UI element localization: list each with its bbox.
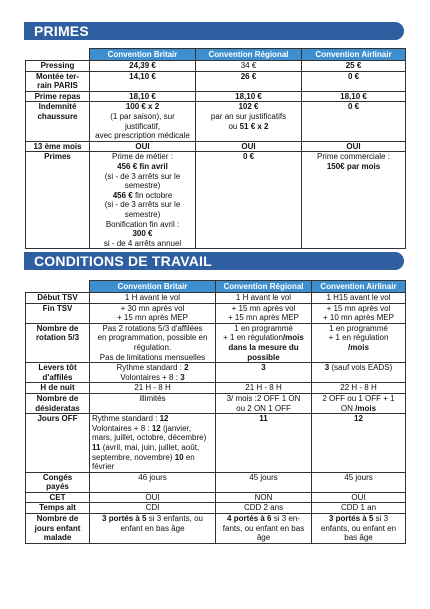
- table-cell: [312, 293, 406, 304]
- table-cell: [196, 71, 302, 91]
- cell-line: 1 H avant le vol: [235, 293, 292, 302]
- table-cell: [90, 503, 216, 514]
- row-label: [26, 323, 90, 362]
- cell-segment: 12: [151, 423, 161, 433]
- table-cell: [90, 492, 216, 503]
- cell-line: [92, 414, 169, 423]
- cell-line: [223, 333, 304, 342]
- table-cell: [90, 61, 196, 72]
- table-row: [26, 383, 406, 394]
- cell-line: CDI: [145, 503, 160, 513]
- row-label-line: rotation 5/3: [35, 333, 80, 343]
- column-header-britair: Convention Britair: [90, 281, 216, 293]
- cell-line: dans la mesure du: [228, 342, 299, 352]
- row-label: [26, 414, 90, 473]
- cell-segment: Volontaires + 8 :: [92, 423, 152, 433]
- column-header-regional: Convention Régional: [196, 49, 302, 61]
- table-cell: [196, 152, 302, 249]
- cell-line: 24,39 €: [129, 61, 156, 70]
- cell-line: 2 OFF ou 1 OFF + 1: [322, 393, 395, 403]
- table-cell: [216, 503, 312, 514]
- table-cell: [90, 141, 196, 152]
- cell-line: 18,10 €: [340, 91, 367, 101]
- cell-line: OUI: [135, 141, 150, 151]
- row-label-line: Indemnité: [38, 102, 77, 112]
- table-row: [26, 61, 406, 72]
- table-row: [26, 141, 406, 152]
- cell-segment: 2: [184, 363, 189, 373]
- cell-segment: (avril, mai, juin, juillet, août,: [100, 442, 200, 452]
- conditions-table-body: [26, 293, 406, 544]
- cell-segment: 51 € x 2: [239, 121, 269, 131]
- cell-line: 45 jours: [344, 472, 373, 482]
- cell-line: 1 en programmé: [329, 323, 388, 333]
- cell-segment: 12: [159, 414, 169, 424]
- cell-segment: 3: [324, 363, 330, 373]
- cell-line: [228, 122, 268, 131]
- table-row: [26, 363, 406, 383]
- cell-line: [120, 373, 184, 382]
- cell-line: + 15 mn après MEP: [117, 313, 188, 323]
- row-label-line: 13 ème mois: [33, 141, 82, 151]
- row-label-line: Temps alt: [39, 503, 76, 513]
- row-label: [26, 503, 90, 514]
- table-row: [26, 503, 406, 514]
- cell-segment: 4 portés à 6: [227, 514, 272, 524]
- table-cell: [216, 514, 312, 544]
- cell-line: (si - de 3 arrêts sur le semestre): [104, 171, 181, 191]
- table-cell: [312, 472, 406, 492]
- row-label-line: rain PARIS: [37, 81, 78, 91]
- row-label-line: Montée ter-: [35, 71, 80, 81]
- table-cell: [312, 393, 406, 413]
- row-label-line: payés: [46, 482, 69, 492]
- table-cell: [302, 71, 406, 91]
- cell-segment: 3 portés à 5: [102, 514, 147, 524]
- cell-line: 3/ mois :2 OFF 1 ON: [226, 393, 301, 403]
- cell-line: (si - de 3 arrêts sur le semestre): [104, 200, 181, 219]
- cell-line: [102, 514, 203, 523]
- cell-line: [113, 191, 173, 200]
- cell-line: [329, 514, 388, 523]
- cell-line: en programmation, possible en: [97, 333, 208, 343]
- table-row: [26, 323, 406, 362]
- cell-segment: /mois: [282, 333, 304, 343]
- cell-line: Prime de métier :: [112, 152, 173, 162]
- primes-table: [25, 48, 406, 249]
- table-row: [26, 293, 406, 304]
- cell-line: 1 en programmé: [234, 323, 293, 333]
- cell-line: 14,10 €: [129, 71, 156, 81]
- cell-line: [116, 363, 188, 372]
- table-cell: [312, 414, 406, 473]
- cell-line: 21 H - 8 H: [245, 383, 282, 393]
- cell-segment: 3 portés à 5: [328, 514, 374, 524]
- table-cell: [216, 492, 312, 503]
- cell-line: + 10 mn après MEP: [323, 313, 394, 323]
- table-cell: [196, 141, 302, 152]
- cell-segment: fin octobre: [132, 190, 173, 200]
- cell-line: NON: [254, 492, 273, 502]
- table-cell: [90, 293, 216, 304]
- row-label-line: malade: [43, 533, 72, 543]
- cell-line: bas âge: [344, 533, 373, 543]
- row-label-line: Prime repas: [34, 91, 81, 101]
- cell-segment: ou: [228, 121, 240, 131]
- cell-line: 25 €: [345, 61, 362, 70]
- table-cell: [90, 152, 196, 249]
- cell-segment: Rythme standard :: [92, 414, 160, 424]
- table-row: [26, 303, 406, 323]
- table-cell: [90, 472, 216, 492]
- row-label: [26, 393, 90, 413]
- table-cell: [302, 141, 406, 152]
- table-row: [26, 472, 406, 492]
- table-cell: [90, 383, 216, 394]
- cell-line: 1 H avant le vol: [124, 293, 181, 302]
- table-row: [26, 514, 406, 544]
- cell-line: 12: [354, 414, 363, 424]
- cell-line: [92, 424, 191, 433]
- cell-line: si - de 4 arrêts annuel: [103, 238, 182, 248]
- table-cell: [90, 91, 196, 102]
- table-cell: [216, 414, 312, 473]
- row-label-line: Fin TSV: [42, 303, 73, 313]
- table-cell: [312, 363, 406, 383]
- primes-section-banner: [24, 22, 404, 40]
- row-label-line: H de nuit: [40, 383, 75, 393]
- cell-line: OUI: [351, 492, 366, 502]
- row-label: [26, 61, 90, 72]
- cell-line: enfant en bas âge: [120, 523, 185, 533]
- row-label-line: Pressing: [40, 61, 75, 70]
- table-cell: [90, 514, 216, 544]
- row-label: [26, 303, 90, 323]
- table-cell: [90, 414, 216, 473]
- cell-line: Prime commerciale :: [317, 152, 390, 162]
- cell-line: 1 H15 avant le vol: [326, 293, 391, 302]
- cell-line: 21 H - 8 H: [134, 383, 171, 393]
- primes-header-row: [26, 49, 406, 61]
- cell-segment: septembre, novembre): [92, 452, 175, 462]
- column-header-britair: Convention Britair: [90, 49, 196, 61]
- table-cell: [312, 492, 406, 503]
- column-header-regional: Convention Régional: [216, 281, 312, 293]
- cell-line: [92, 453, 195, 462]
- cell-line: 3: [261, 363, 266, 373]
- cell-line: [227, 514, 300, 523]
- cell-line: 150€ par mois: [326, 161, 381, 171]
- cell-segment: ON: [340, 403, 356, 413]
- table-cell: [196, 91, 302, 102]
- cell-segment: 456 €: [112, 190, 133, 200]
- conditions-header-row: [26, 281, 406, 293]
- cell-line: OUI: [145, 492, 160, 502]
- row-label-line: Levers tôt: [38, 363, 77, 373]
- cell-segment: 11: [92, 442, 101, 452]
- row-label: [26, 514, 90, 544]
- cell-line: [92, 443, 199, 452]
- table-row: [26, 102, 406, 141]
- cell-line: par an sur justificatifs: [210, 111, 287, 121]
- cell-segment: Rythme standard :: [116, 363, 185, 373]
- table-cell: [216, 383, 312, 394]
- row-label-line: Primes: [44, 152, 71, 162]
- cell-line: + 1 en régulation: [328, 333, 389, 343]
- table-cell: [312, 514, 406, 544]
- conditions-section-banner: [24, 252, 404, 270]
- table-cell: [90, 363, 216, 383]
- table-cell: [302, 61, 406, 72]
- table-cell: [216, 303, 312, 323]
- table-row: [26, 91, 406, 102]
- row-label-line: Congés: [42, 472, 73, 482]
- table-row: [26, 393, 406, 413]
- cell-line: OUI: [241, 141, 256, 151]
- cell-line: possible: [247, 352, 280, 362]
- row-label-line: Nombre de: [36, 393, 79, 403]
- table-cell: [90, 323, 216, 362]
- header-blank-cell: [26, 49, 90, 61]
- cell-line: avec prescription médicale: [95, 131, 190, 141]
- cell-line: 102 €: [238, 102, 259, 112]
- conditions-table: [25, 280, 406, 544]
- row-label: [26, 141, 90, 152]
- table-cell: [216, 293, 312, 304]
- row-label: [26, 152, 90, 249]
- table-cell: [90, 303, 216, 323]
- cell-line: 0 €: [347, 102, 360, 112]
- cell-line: régulation.: [133, 342, 172, 352]
- cell-line: ou 2 ON 1 OFF: [236, 403, 291, 413]
- cell-segment: si 3 en-: [271, 514, 300, 524]
- table-cell: [216, 472, 312, 492]
- row-label: [26, 293, 90, 304]
- cell-line: Pas 2 rotations 5/3 d'affilées: [102, 323, 203, 333]
- row-label-line: CET: [49, 492, 66, 502]
- row-label: [26, 71, 90, 91]
- row-label: [26, 383, 90, 394]
- cell-line: 300 €: [132, 229, 153, 239]
- table-cell: [302, 152, 406, 249]
- cell-line: 34 €: [240, 61, 257, 70]
- cell-line: CDD 2 ans: [243, 503, 284, 513]
- cell-line: fants, ou enfant en bas: [222, 523, 305, 533]
- cell-line: illimités: [139, 393, 166, 403]
- cell-line: Pas de limitations mensuelles: [99, 352, 206, 362]
- column-header-airlinair: Convention Airlinair: [302, 49, 406, 61]
- cell-line: mars, juillet, octobre, décembre): [92, 433, 207, 443]
- table-cell: [196, 61, 302, 72]
- cell-line: [341, 404, 376, 413]
- column-header-airlinair: Convention Airlinair: [312, 281, 406, 293]
- row-label: [26, 91, 90, 102]
- table-cell: [216, 363, 312, 383]
- cell-line: 456 € fin avril: [117, 161, 168, 171]
- cell-line: + 15 mn après vol: [231, 303, 296, 313]
- primes-table-body: [26, 61, 406, 249]
- cell-line: 18,10 €: [235, 91, 262, 101]
- table-row: [26, 71, 406, 91]
- cell-segment: (sauf vols EADS): [329, 363, 393, 373]
- cell-segment: 10: [174, 452, 184, 462]
- cell-segment: 3: [180, 372, 185, 382]
- cell-segment: si 3 enfants, ou: [146, 514, 203, 524]
- table-cell: [90, 71, 196, 91]
- cell-line: + 15 mn après vol: [326, 303, 391, 313]
- cell-line: 11: [259, 414, 268, 424]
- cell-line: Bonification fin avril :: [105, 219, 180, 229]
- row-label-line: jours enfant: [34, 523, 81, 533]
- row-label: [26, 363, 90, 383]
- cell-segment: /mois: [355, 403, 377, 413]
- cell-line: CDD 1 an: [340, 503, 377, 513]
- row-label: [26, 102, 90, 141]
- table-cell: [302, 91, 406, 102]
- cell-line: 45 jours: [249, 472, 278, 482]
- cell-line: /mois: [348, 342, 369, 352]
- cell-line: 18,10 €: [129, 91, 156, 101]
- row-label-line: Jours OFF: [37, 414, 78, 424]
- cell-line: OUI: [346, 141, 361, 151]
- cell-line: [325, 363, 393, 372]
- cell-segment: en: [183, 452, 195, 462]
- table-row: [26, 414, 406, 473]
- cell-line: 46 jours: [138, 472, 167, 482]
- table-cell: [216, 393, 312, 413]
- row-label: [26, 492, 90, 503]
- table-cell: [90, 102, 196, 141]
- cell-line: 22 H - 8 H: [340, 383, 377, 393]
- cell-segment: si 3: [373, 514, 389, 524]
- cell-segment: (janvier,: [160, 423, 191, 433]
- cell-line: février: [92, 462, 115, 472]
- cell-line: + 15 mn après MEP: [228, 313, 299, 323]
- row-label-line: Nombre de: [36, 514, 79, 524]
- cell-line: 100 € x 2: [125, 102, 160, 112]
- conditions-section-title: CONDITIONS DE TRAVAIL: [34, 253, 212, 269]
- cell-line: 0 €: [242, 152, 255, 162]
- table-cell: [312, 323, 406, 362]
- row-label-line: Début TSV: [37, 293, 78, 302]
- cell-segment: + 1 en régulation: [223, 333, 283, 343]
- table-cell: [312, 503, 406, 514]
- row-label: [26, 472, 90, 492]
- table-row: [26, 152, 406, 249]
- row-label-line: désideratas: [35, 403, 80, 413]
- table-cell: [302, 102, 406, 141]
- header-blank-cell: [26, 281, 90, 293]
- cell-line: (1 par saison), sur justificatif,: [110, 111, 175, 131]
- cell-segment: Volontaires + 8 :: [120, 372, 181, 382]
- row-label-line: chaussure: [37, 111, 78, 121]
- cell-line: 0 €: [347, 71, 360, 81]
- table-cell: [196, 102, 302, 141]
- row-label-line: d'affilés: [42, 372, 73, 382]
- table-cell: [216, 323, 312, 362]
- cell-line: âge: [256, 533, 271, 543]
- table-cell: [312, 303, 406, 323]
- table-cell: [312, 383, 406, 394]
- cell-line: 26 €: [240, 71, 257, 81]
- table-cell: [90, 393, 216, 413]
- primes-section-title: PRIMES: [34, 23, 89, 39]
- row-label-line: Nombre de: [36, 323, 79, 333]
- cell-line: + 30 mn après vol: [120, 303, 185, 313]
- table-row: [26, 492, 406, 503]
- cell-line: enfants, ou enfant en: [320, 523, 397, 533]
